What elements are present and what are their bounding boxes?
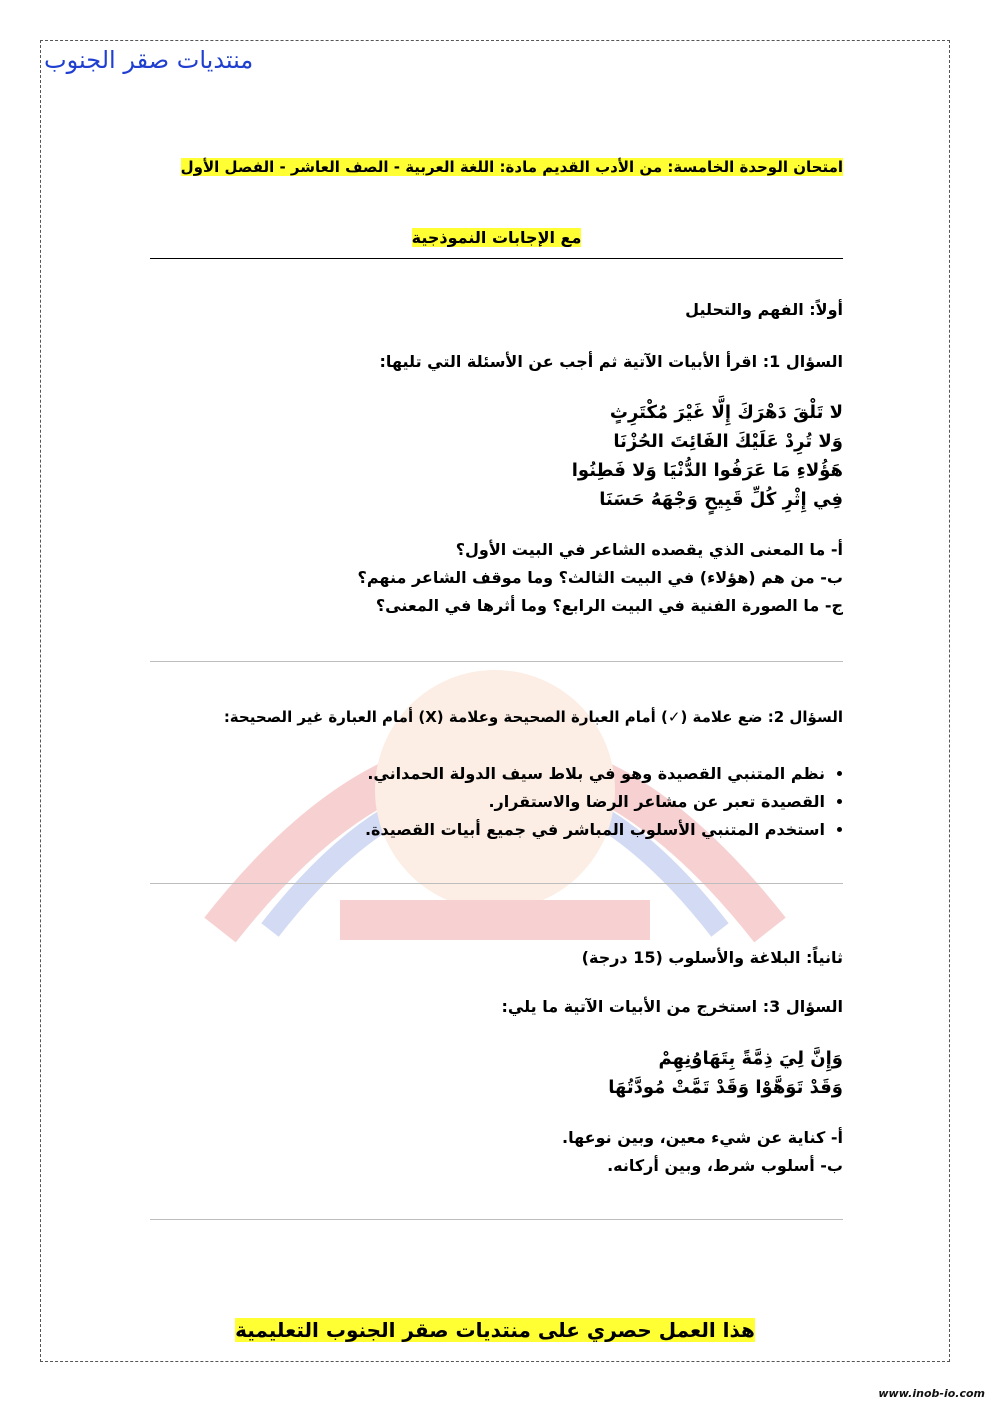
question-item: ب- أسلوب شرط، وبين أركانه. xyxy=(607,1156,843,1175)
list-item: • استخدم المتنبي الأسلوب المباشر في جميع أبيات القصيدة. xyxy=(150,816,825,844)
list-item: • نظم المتنبي القصيدة وهو في بلاط سيف الدولة الحمداني. xyxy=(150,760,825,788)
verse-line: وَقَدْ تَوَهَّوْا وَقَدْ تَمَّتْ مُودَّتُهَا xyxy=(608,1077,843,1098)
verse-line: هَؤُلاءِ مَا عَرَفُوا الدُّنْيَا وَلا فَطِنُوا xyxy=(571,460,843,481)
verse-line: وَلا تُرِدْ عَلَيْكَ الفَائِتَ الحُزْنَا xyxy=(613,431,843,452)
site-title: منتديات صقر الجنوب xyxy=(44,46,254,74)
subtitle: مع الإجابات النموذجية xyxy=(411,228,582,247)
section2-heading: ثانياً: البلاغة والأسلوب (15 درجة) xyxy=(581,948,843,967)
q1-prompt: السؤال 1: اقرأ الأبيات الآتية ثم أجب عن الأسئلة التي تليها: xyxy=(379,352,843,371)
exclusive-notice: هذا العمل حصري على منتديات صقر الجنوب التعليمية xyxy=(235,1318,755,1342)
q1-verses xyxy=(150,398,843,514)
q2-statements xyxy=(150,760,843,844)
exam-title: امتحان الوحدة الخامسة: من الأدب القديم مادة: اللغة العربية - الصف العاشر - الفصل الأول xyxy=(180,158,843,176)
list-item: • القصيدة تعبر عن مشاعر الرضا والاستقرار. xyxy=(150,788,825,816)
verse-line: وَإِنَّ لِيَ ذِمَّةً بِتَهَاوُنِهِمْ xyxy=(658,1048,843,1069)
q3-prompt: السؤال 3: استخرج من الأبيات الآتية ما يلي: xyxy=(501,997,843,1016)
verse-line: فِي إِثْرِ كُلِّ قَبِيحٍ وَجْهَهُ حَسَنَا xyxy=(599,489,843,510)
question-item: ب- من هم (هؤلاء) في البيت الثالث؟ وما موقف الشاعر منهم؟ xyxy=(357,568,843,587)
q3-verses xyxy=(150,1044,843,1102)
q3-questions xyxy=(150,1124,843,1180)
divider xyxy=(150,661,843,662)
section1-heading: أولاً: الفهم والتحليل xyxy=(685,300,843,319)
divider xyxy=(150,1219,843,1220)
question-item: ج- ما الصورة الفنية في البيت الرابع؟ وما أثرها في المعنى؟ xyxy=(375,596,843,615)
verse-line: لا تَلْقَ دَهْرَكَ إِلَّا غَيْرَ مُكْتَرِثٍ xyxy=(609,402,843,423)
divider xyxy=(150,258,843,259)
q1-questions xyxy=(150,536,843,620)
q2-prompt: السؤال 2: ضع علامة (✓) أمام العبارة الصحيحة وعلامة (X) أمام العبارة غير الصحيحة: xyxy=(223,708,843,726)
question-item: أ- ما المعنى الذي يقصده الشاعر في البيت الأول؟ xyxy=(455,540,843,559)
question-item: أ- كناية عن شيء معين، وبين نوعها. xyxy=(562,1128,843,1147)
divider xyxy=(150,883,843,884)
footer-url: www.inob-io.com xyxy=(878,1387,985,1400)
